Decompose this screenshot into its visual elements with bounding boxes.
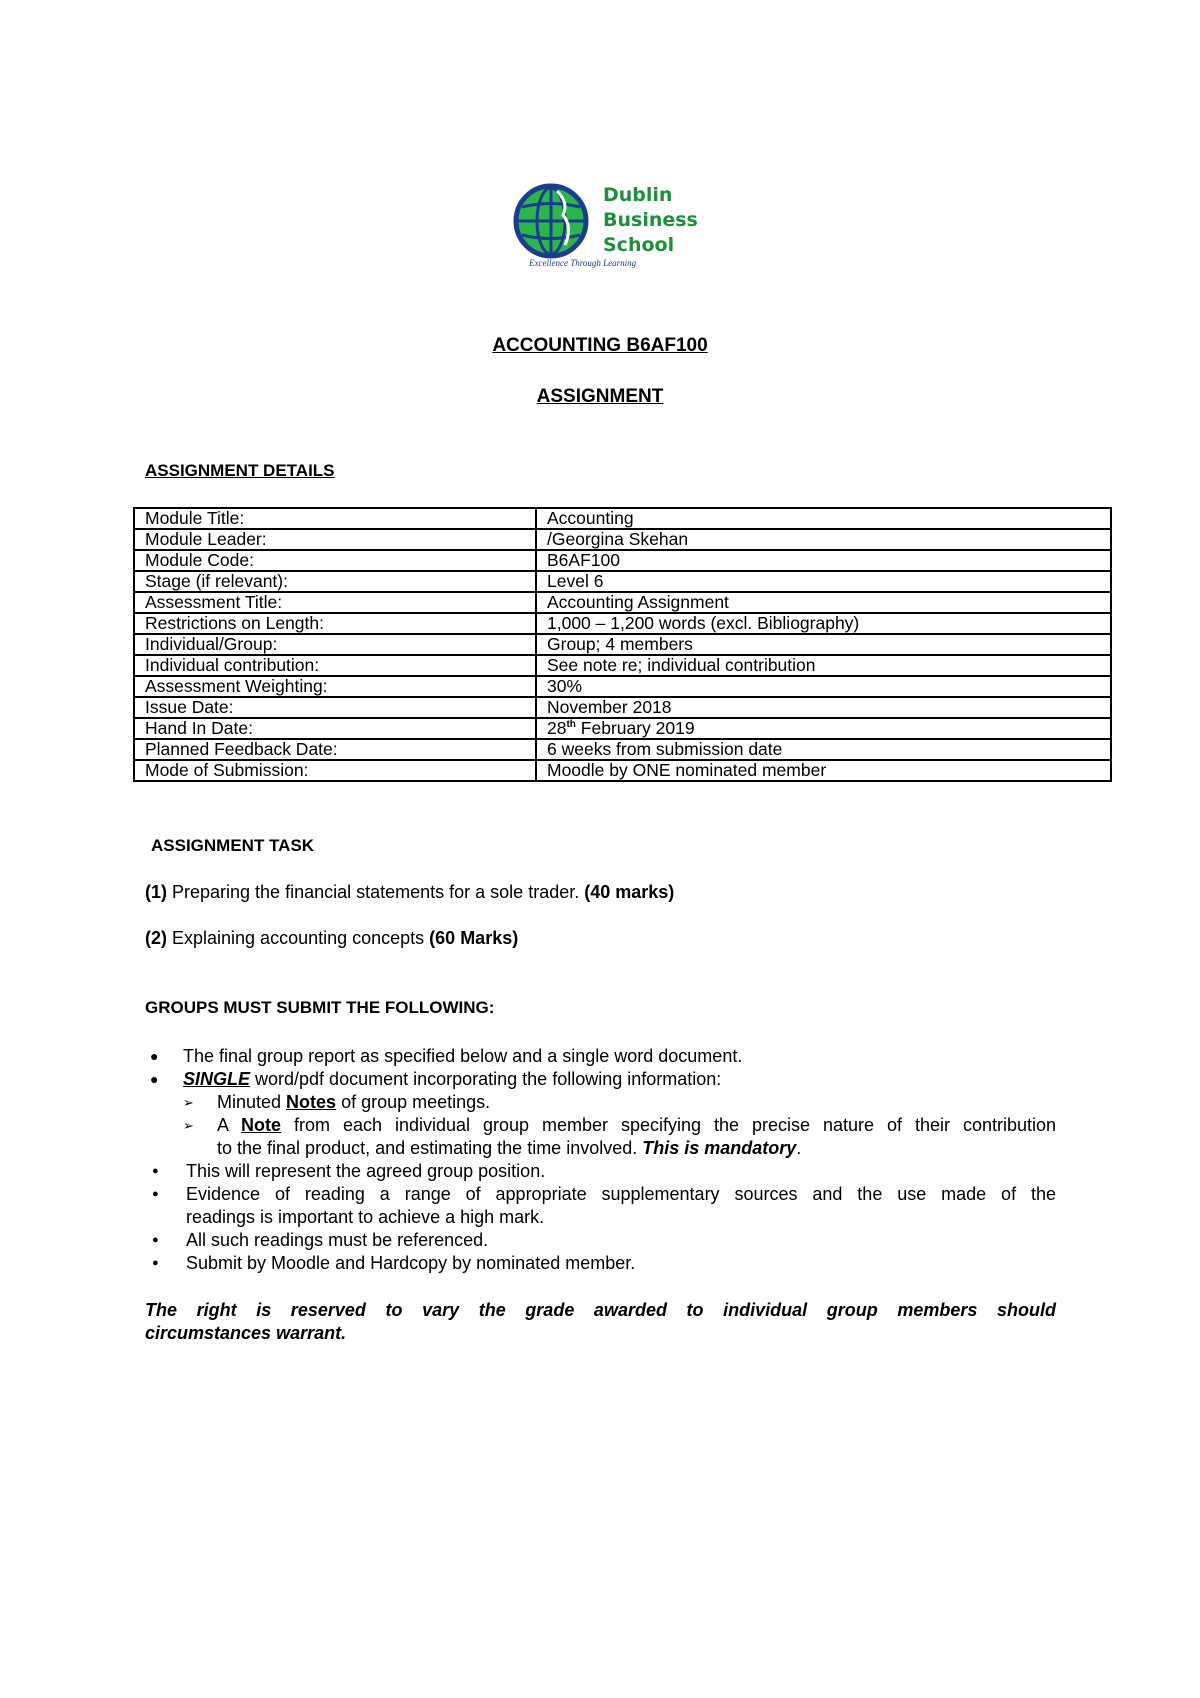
closing-line-2: circumstances warrant. [145, 1323, 347, 1343]
course-title: ACCOUNTING B6AF100 [492, 335, 708, 356]
logo-text-line1: Dublin [603, 184, 673, 206]
table-row [134, 613, 1111, 634]
bullet-icon: ● [150, 1048, 159, 1064]
hand-in-day-suffix: th [566, 719, 576, 731]
table-row [134, 634, 1111, 655]
task-item-1 [145, 882, 674, 903]
row-value: 30% [536, 676, 1111, 697]
task-item-1-number: (1) [145, 882, 167, 902]
sub-item-text: from each individual group member specifying the precise nature of their contribution [281, 1115, 1057, 1135]
list-item: The final group report as specified below and a single word document. [183, 1046, 743, 1066]
bullet-icon: ● [152, 1257, 159, 1269]
row-value: /Georgina Skehan [536, 529, 1111, 550]
sub-item-text: of group meetings. [336, 1092, 491, 1112]
table-row [134, 571, 1111, 592]
list-item-text: word/pdf document incorporating the following information: [250, 1069, 722, 1089]
sub-item-text: A [217, 1115, 241, 1135]
table-row [134, 529, 1111, 550]
arrow-bullet-icon: ➢ [183, 1118, 194, 1133]
row-label: Assessment Weighting: [134, 676, 536, 697]
list-item: All such readings must be referenced. [186, 1230, 489, 1250]
task-item-1-text: Preparing the financial statements for a sole trader. [167, 882, 585, 902]
row-value: Group; 4 members [536, 634, 1111, 655]
dbs-logo [513, 183, 703, 275]
bullet-icon: ● [152, 1188, 159, 1200]
table-row [134, 676, 1111, 697]
table-row [134, 697, 1111, 718]
table-row [134, 592, 1111, 613]
row-value: Level 6 [536, 571, 1111, 592]
table-row [134, 550, 1111, 571]
task-item-2 [145, 928, 518, 949]
task-item-2-marks: (60 Marks) [429, 928, 519, 948]
table-row [134, 760, 1111, 781]
table-row [134, 718, 1111, 739]
row-value: See note re; individual contribution [536, 655, 1111, 676]
notes-emphasis: Notes [286, 1092, 337, 1112]
list-item: This will represent the agreed group position. [186, 1161, 546, 1181]
hand-in-month: February 2019 [575, 718, 695, 738]
bullet-icon: ● [152, 1165, 159, 1177]
row-label: Mode of Submission: [134, 760, 536, 781]
list-item: Submit by Moodle and Hardcopy by nominated member. [186, 1253, 636, 1273]
task-item-2-text: Explaining accounting concepts [167, 928, 430, 948]
arrow-bullet-icon: ➢ [183, 1095, 194, 1110]
task-item-2-number: (2) [145, 928, 167, 948]
row-label: Restrictions on Length: [134, 613, 536, 634]
logo-text-line2: Business [603, 209, 698, 231]
row-label: Hand In Date: [134, 718, 536, 739]
bullet-icon: ● [150, 1071, 159, 1087]
sub-list-item [217, 1114, 1056, 1137]
logo-tagline: Excellence Through Learning [529, 258, 637, 268]
table-row [134, 508, 1111, 529]
task-heading: ASSIGNMENT TASK [151, 836, 315, 855]
details-table [133, 507, 1112, 782]
sub-item-text: . [796, 1138, 802, 1158]
groups-heading: GROUPS MUST SUBMIT THE FOLLOWING: [145, 998, 495, 1017]
closing-note [145, 1299, 1056, 1345]
row-value: Accounting Assignment [536, 592, 1111, 613]
closing-line-1: The right is reserved to vary the grade awarded to individual group members should [145, 1300, 1056, 1320]
list-item [183, 1068, 721, 1091]
bullet-icon: ● [152, 1234, 159, 1246]
row-value: B6AF100 [536, 550, 1111, 571]
mandatory-emphasis: This is mandatory [642, 1138, 797, 1158]
globe-icon [513, 183, 589, 259]
row-label: Individual/Group: [134, 634, 536, 655]
row-value: Moodle by ONE nominated member [536, 760, 1111, 781]
row-label: Individual contribution: [134, 655, 536, 676]
sub-item-text: to the final product, and estimating the time involved. [217, 1138, 643, 1158]
hand-in-day: 28 [547, 718, 567, 738]
row-label: Module Code: [134, 550, 536, 571]
row-label: Planned Feedback Date: [134, 739, 536, 760]
row-value [536, 718, 1111, 739]
document-title: ASSIGNMENT [536, 386, 664, 407]
sub-list-item [217, 1091, 490, 1114]
sub-item-text: Minuted [217, 1092, 287, 1112]
table-row [134, 739, 1111, 760]
row-label: Module Leader: [134, 529, 536, 550]
details-heading: ASSIGNMENT DETAILS [145, 461, 335, 480]
logo-text-line3: School [603, 234, 675, 256]
task-item-1-marks: (40 marks) [584, 882, 675, 902]
row-label: Assessment Title: [134, 592, 536, 613]
list-item-continued: readings is important to achieve a high mark. [186, 1207, 545, 1227]
row-label: Issue Date: [134, 697, 536, 718]
row-value: Accounting [536, 508, 1111, 529]
table-row [134, 655, 1111, 676]
row-value: November 2018 [536, 697, 1111, 718]
list-item: Evidence of reading a range of appropriate supplementary sources and the use made of the [186, 1184, 1056, 1204]
row-label: Stage (if relevant): [134, 571, 536, 592]
row-value: 1,000 – 1,200 words (excl. Bibliography) [536, 613, 1111, 634]
note-emphasis: Note [241, 1115, 281, 1135]
sub-list-item-continued [217, 1137, 801, 1160]
row-label: Module Title: [134, 508, 536, 529]
row-value: 6 weeks from submission date [536, 739, 1111, 760]
single-emphasis: SINGLE [183, 1069, 251, 1089]
